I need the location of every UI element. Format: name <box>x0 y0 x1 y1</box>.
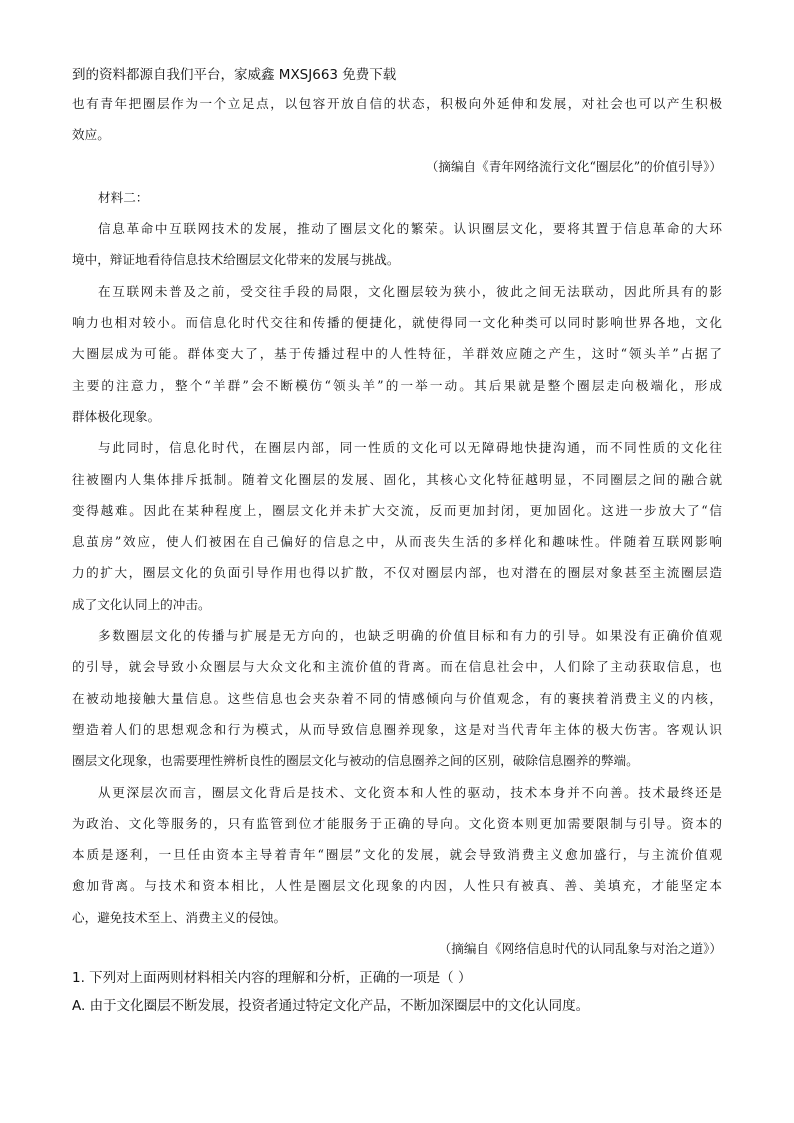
paragraph-line: 为政治、文化等服务的，只有监管到位才能服务于正确的导向。文化资本则更加需要限制与引导。资本的 <box>72 815 722 831</box>
material-2-source-citation: （摘编自《网络信息时代的认同乱象与对治之道》） <box>438 941 722 957</box>
paragraph-line: 响力也相对较小。而信息化时代交往和传播的便捷化，就使得同一文化种类可以同时影响世界各地，文化 <box>72 315 722 331</box>
paragraph-line: 大圈层成为可能。群体变大了，基于传播过程中的人性特征，羊群效应随之产生，这时“领头羊”占据了 <box>72 346 722 362</box>
paragraph-line: 从更深层次而言，圈层文化背后是技术、文化资本和人性的驱动，技术本身并不向善。技术最终还是 <box>98 784 722 800</box>
paragraph-line: 圈层文化现象，也需要理性辨析良性的圈层文化与被动的信息圈养之间的区别，破除信息圈养的弊端。 <box>72 753 639 769</box>
question-1-option-a: A. 由于文化圈层不断发展，投资者通过特定文化产品，不断加深圈层中的文化认同度。 <box>72 998 590 1015</box>
paragraph-line: 成了文化认同上的冲击。 <box>72 596 211 612</box>
header-watermark-text: 到的资料都源自我们平台，家威鑫 MXSJ663 免费下载 <box>72 67 397 83</box>
paragraph-line: 与此同时，信息化时代，在圈层内部，同一性质的文化可以无障碍地快捷沟通，而不同性质的文化往 <box>98 440 722 456</box>
paragraph-line: 群体极化现象。 <box>72 408 161 424</box>
intro-source-citation: （摘编自《青年网络流行文化“圈层化”的价值引导》） <box>425 158 722 174</box>
paragraph-line: 在被动地接触大量信息。这些信息也会夹杂着不同的情感倾向与价值观念，有的裹挟着消费主义的内核， <box>72 690 722 706</box>
paragraph-line: 在互联网未普及之前，受交往手段的局限，文化圈层较为狭小，彼此之间无法联动，因此所具有的影 <box>98 283 722 299</box>
intro-line-1: 也有青年把圈层作为一个立足点，以包容开放自信的状态，积极向外延伸和发展，对社会也可以产生积极 <box>72 96 722 111</box>
paragraph-5 <box>72 777 722 933</box>
paragraph-line: 的引导，就会导致小众圈层与大众文化和主流价值的背离。而在信息社会中，人们除了主动获取信息，也 <box>72 659 722 675</box>
paragraph-4 <box>72 620 722 776</box>
material-2-heading: 材料二： <box>98 189 149 205</box>
paragraph-line: 力的扩大，圈层文化的负面引导作用也得以扩散，不仅对圈层内部，也对潜在的圈层对象甚至主流圈层造 <box>72 565 722 581</box>
paragraph-1 <box>72 213 722 276</box>
paragraph-line: 信息革命中互联网技术的发展，推动了圈层文化的繁荣。认识圈层文化，要将其置于信息革命的大环 <box>98 221 722 237</box>
paragraph-line: 心，避免技术至上、消费主义的侵蚀。 <box>72 909 287 925</box>
document-page <box>72 62 722 1020</box>
paragraph-line: 境中，辩证地看待信息技术给圈层文化带来的发展与挑战。 <box>72 252 400 268</box>
paragraph-line: 本质是逐利，一旦任由资本主导着青年“圈层”文化的发展，就会导致消费主义愈加盛行，与主流价值观 <box>72 847 722 863</box>
paragraph-3 <box>72 432 722 620</box>
paragraph-line: 往被圈内人集体排斥抵制。随着文化圈层的发展、固化，其核心文化特征越明显，不同圈层之间的融合就 <box>72 471 722 487</box>
paragraph-line: 息茧房”效应，使人们被困在自己偏好的信息之中，从而丧失生活的多样化和趣味性。伴随着互联网影响 <box>72 534 722 550</box>
paragraph-line: 主要的注意力，整个“羊群”会不断模仿“领头羊”的一举一动。其后果就是整个圈层走向极端化，形成 <box>72 377 722 393</box>
intro-line-2: 效应。 <box>72 127 110 143</box>
paragraph-line: 愈加背离。与技术和资本相比，人性是圈层文化现象的内因，人性只有被真、善、美填充，才能坚定本 <box>72 878 722 894</box>
paragraph-line: 多数圈层文化的传播与扩展是无方向的，也缺乏明确的价值目标和有力的引导。如果没有正确价值观 <box>98 628 722 644</box>
paragraph-line: 变得越难。因此在某种程度上，圈层文化并未扩大交流，反而更加封闭，更加固化。这进一步放大了“信 <box>72 502 722 518</box>
paragraph-line: 塑造着人们的思想观念和行为模式，从而导致信息圈养现象，这是对当代青年主体的极大伤害。客观认识 <box>72 721 722 737</box>
paragraph-2 <box>72 276 722 432</box>
question-1-stem: 1. 下列对上面两则材料相关内容的理解和分析，正确的一项是（ ） <box>72 970 472 987</box>
